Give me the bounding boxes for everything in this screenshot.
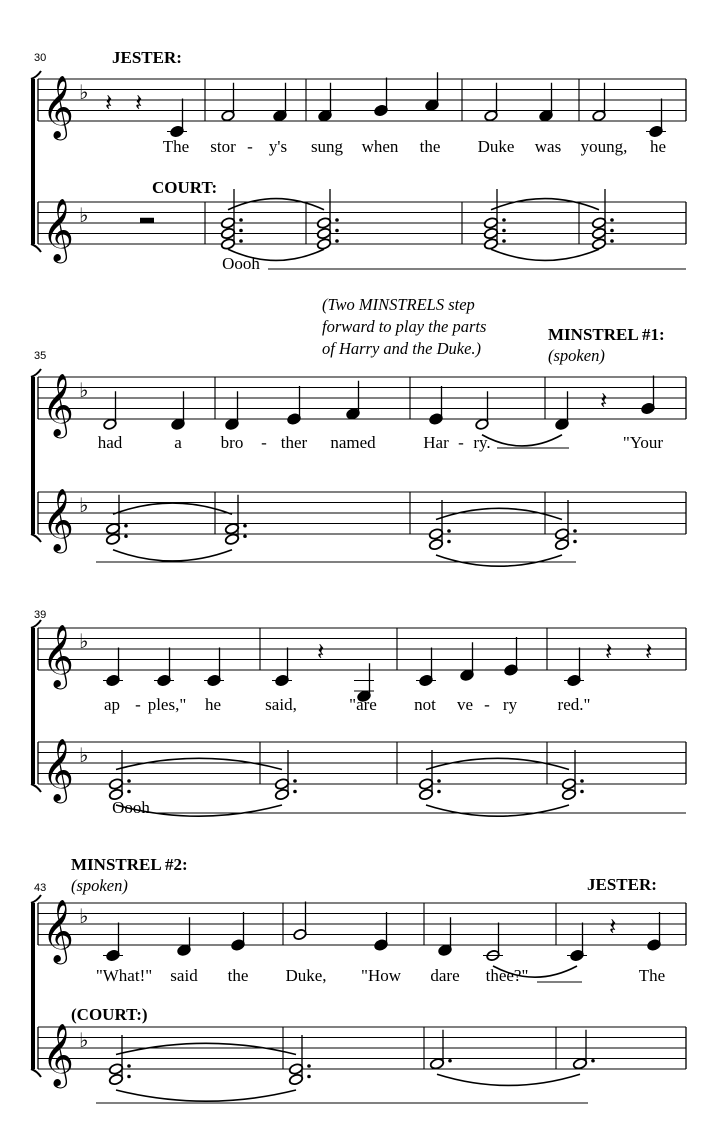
quarter-rest: 𝄽 [105, 88, 113, 117]
chord-note-head [105, 533, 120, 546]
note-dot [293, 790, 297, 794]
note-dot [447, 540, 451, 544]
note-dot [335, 218, 339, 222]
quarter-rest: 𝄽 [645, 637, 653, 666]
note-dot [448, 1059, 452, 1063]
voice-label: MINSTREL #2: [71, 855, 188, 874]
chord-note-head [483, 217, 498, 230]
choir-label: COURT: [152, 178, 218, 197]
chord-note-head [418, 788, 433, 801]
voice-sublabel: (spoken) [548, 346, 605, 365]
note-dot [580, 790, 584, 794]
flat-key-signature: ♭ [79, 492, 89, 517]
chord-note-head [274, 788, 289, 801]
lyric: - [247, 137, 253, 156]
chord-note-head [224, 533, 239, 546]
chord-note-head [561, 788, 576, 801]
note-dot [243, 534, 247, 538]
note-dot [124, 524, 128, 528]
voice-sublabel: (spoken) [71, 876, 128, 895]
chord-note-head [418, 778, 433, 791]
lyric: thee?" [485, 966, 529, 985]
chord-note-head [591, 238, 606, 251]
lyric: the [419, 137, 441, 156]
quarter-rest: 𝄽 [609, 912, 617, 941]
lyric: Duke, [285, 966, 327, 985]
lyric: bro [220, 433, 244, 452]
whole-rest [140, 218, 154, 223]
chord-note-head [572, 1057, 587, 1070]
choir-label: (COURT:) [71, 1005, 148, 1024]
chord-note-head [483, 238, 498, 251]
lyric: The [162, 137, 190, 156]
tie-arc [491, 249, 599, 260]
measure-number: 43 [34, 882, 47, 894]
treble-clef: 𝄞 [42, 75, 74, 138]
tie-arc [437, 1074, 580, 1085]
chord-note-head [108, 1063, 123, 1076]
lyric: the [227, 966, 249, 985]
measure-number: 39 [34, 609, 47, 621]
tie-arc [116, 758, 282, 769]
note-dot [307, 1064, 311, 1068]
chord-note-head [220, 217, 235, 230]
quarter-rest: 𝄽 [605, 637, 613, 666]
chord-note-head [483, 227, 498, 240]
chord-note-head [554, 538, 569, 551]
flat-key-signature: ♭ [79, 742, 89, 767]
lyric: was [534, 137, 562, 156]
note-dot [127, 1064, 131, 1068]
tie-arc [116, 1043, 296, 1054]
chord-note-head [316, 217, 331, 230]
quarter-rest: 𝄽 [135, 88, 143, 117]
chord-note-head [591, 227, 606, 240]
system-bracket [31, 895, 41, 903]
stage-direction-line: (Two MINSTRELS step [322, 295, 475, 314]
note-dot [127, 779, 131, 783]
system-bracket [31, 620, 41, 628]
system-bracket [31, 71, 41, 79]
lyric: said [170, 966, 198, 985]
treble-clef: 𝄞 [42, 373, 74, 436]
lyric: Duke [477, 137, 515, 156]
lyric: - [261, 433, 267, 452]
quarter-rest: 𝄽 [600, 386, 608, 415]
voice-label: JESTER: [587, 875, 657, 894]
tie-arc [426, 805, 569, 816]
tie-arc [436, 555, 562, 566]
lyric: - [135, 695, 141, 714]
quarter-rest: 𝄽 [317, 637, 325, 666]
note-dot [437, 790, 441, 794]
system-bracket [31, 534, 41, 542]
note-dot [335, 239, 339, 243]
flat-key-signature: ♭ [79, 377, 89, 402]
voice-label: JESTER: [112, 48, 182, 67]
choir-lyric: Oooh [222, 254, 260, 273]
note-dot [127, 790, 131, 794]
note-dot [124, 534, 128, 538]
treble-clef: 𝄞 [42, 488, 74, 551]
system-bracket [31, 244, 41, 252]
stage-direction [322, 294, 486, 360]
lyric: said, [265, 695, 297, 714]
lyric: ve [456, 695, 474, 714]
flat-key-signature: ♭ [79, 628, 89, 653]
chord-note-head [316, 227, 331, 240]
chord-note-head [220, 238, 235, 251]
lyric: sung [310, 137, 344, 156]
lyric: The [638, 966, 666, 985]
measure-number: 30 [34, 52, 47, 64]
lyric: ap [103, 695, 121, 714]
chord-note-head [288, 1063, 303, 1076]
lyric: Har [423, 433, 449, 452]
tie-arc [491, 199, 599, 210]
treble-clef: 𝄞 [42, 198, 74, 261]
flat-key-signature: ♭ [79, 202, 89, 227]
note-dot [447, 529, 451, 533]
note-dot [502, 239, 506, 243]
tie-arc [482, 435, 562, 446]
treble-clef: 𝄞 [42, 624, 74, 687]
system-bracket [31, 1069, 41, 1077]
lyric: not [414, 695, 436, 714]
chord-note-head [429, 1057, 444, 1070]
lyric: red." [557, 695, 591, 714]
note-dot [243, 524, 247, 528]
note-dot [591, 1059, 595, 1063]
flat-key-signature: ♭ [79, 903, 89, 928]
note-dot [293, 779, 297, 783]
lyric: named [330, 433, 376, 452]
stage-direction-line: of Harry and the Duke.) [322, 339, 482, 358]
chord-note-head [108, 778, 123, 791]
note-dot [573, 529, 577, 533]
lyric: ry [502, 695, 518, 714]
note-dot [239, 229, 243, 233]
note-dot [502, 229, 506, 233]
note-dot [580, 779, 584, 783]
note-dot [239, 218, 243, 222]
lyric: - [458, 433, 464, 452]
tie-arc [113, 550, 232, 561]
system-bracket [31, 784, 41, 792]
lyric: when [361, 137, 399, 156]
flat-key-signature: ♭ [79, 79, 89, 104]
chord-note-head [428, 538, 443, 551]
lyric: ry. [473, 433, 491, 452]
treble-clef: 𝄞 [42, 738, 74, 801]
lyric: "Your [622, 433, 664, 452]
voice-label: MINSTREL #1: [548, 325, 665, 344]
chord-note-head [554, 528, 569, 541]
note-dot [437, 779, 441, 783]
stage-direction-line: forward to play the parts [322, 317, 487, 336]
lyric: had [97, 433, 123, 452]
lyric: a [174, 433, 182, 452]
note-dot [239, 239, 243, 243]
tie-arc [436, 508, 562, 519]
lyric: y's [268, 137, 288, 156]
lyric: dare [430, 966, 460, 985]
lyric: ther [280, 433, 308, 452]
note-dot [610, 218, 614, 222]
lyric: young, [580, 137, 628, 156]
system-bracket [31, 369, 41, 377]
lyric: stor [210, 137, 236, 156]
note-dot [335, 229, 339, 233]
chord-note-head [224, 522, 239, 535]
treble-clef: 𝄞 [42, 1023, 74, 1086]
chord-note-head [220, 227, 235, 240]
note-dot [502, 218, 506, 222]
lyric: "What!" [95, 966, 153, 985]
lyric: he [204, 695, 222, 714]
chord-note-head [316, 238, 331, 251]
chord-note-head [288, 1073, 303, 1086]
tie-arc [228, 199, 324, 210]
lyric: "How [361, 966, 401, 985]
chord-note-head [591, 217, 606, 230]
chord-note-head [105, 522, 120, 535]
chord-note-head [428, 528, 443, 541]
tie-arc [116, 1090, 296, 1101]
note-dot [307, 1075, 311, 1079]
chord-note-head [108, 1073, 123, 1086]
lyric: "are [349, 695, 377, 714]
flat-key-signature: ♭ [79, 1027, 89, 1052]
choir-lyric: Oooh [112, 798, 150, 817]
lyric: - [484, 695, 490, 714]
note-dot [127, 1075, 131, 1079]
note-dot [573, 540, 577, 544]
treble-clef: 𝄞 [42, 899, 74, 962]
lyric: he [649, 137, 667, 156]
lyric: ples," [147, 695, 187, 714]
note-dot [610, 239, 614, 243]
chord-note-head [561, 778, 576, 791]
note-dot [610, 229, 614, 233]
chord-note-head [274, 778, 289, 791]
measure-number: 35 [34, 350, 47, 362]
